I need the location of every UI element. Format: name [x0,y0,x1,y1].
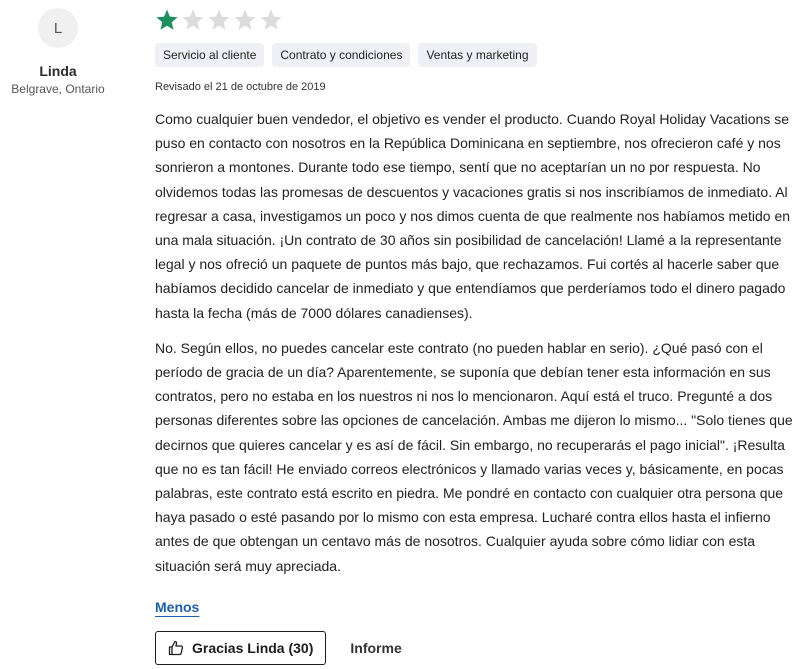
star-filled-icon [155,8,179,32]
star-empty-icon [259,8,283,32]
helpful-button-label: Gracias Linda (30) [192,639,314,656]
review-body [155,107,795,578]
reviewer-location: Belgrave, Ontario [11,82,105,96]
star-empty-icon [207,8,231,32]
reviewer-initial: L [53,19,63,37]
helpful-button[interactable] [155,631,326,665]
review-paragraph-2: No. Según ellos, no puedes cancelar este contrato (no pueden hablar en serio). ¿Qué pasó con el período de gracia de un día? Aparentemente, se suponía que debían tener esta información en sus contratos, pero no estaba en los nuestros ni nos lo mencionaron. Aquí está el truco. Pregunté a dos personas diferentes sobre las opciones de cancelación. Ambas me dijeron lo mismo... "Solo tienes que decirnos que quieres cancelar y es así de fácil. Sin embargo, no recuperarás el pago inicial". ¡Resulta que no es tan fácil! He enviado correos electrónicos y llamado varias veces y, básicamente, en pocas palabras, este contrato está escrito en piedra. Me pondré en contacto con cualquier otra persona que haya pasado o esté pasando por lo mismo con esta empresa. Lucharé contra ellos hasta el infierno antes de que obtengan un centavo más de nosotros. Cualquier ayuda sobre cómo lidiar con esta situación será muy apreciada. [155,339,793,574]
tag-customer-service[interactable]: Servicio al cliente [155,43,264,67]
tag-contract-conditions[interactable]: Contrato y condiciones [272,43,410,67]
tag-sales-marketing[interactable]: Ventas y marketing [418,43,536,67]
show-less-link[interactable]: Menos [155,598,200,615]
reviewer-avatar [38,8,78,48]
star-empty-icon [181,8,205,32]
thumbs-up-icon [168,640,184,656]
star-empty-icon [233,8,257,32]
review-actions [155,631,795,665]
reviewer-name: Linda [39,63,77,79]
star-rating [155,8,795,32]
review-date: Revisado el 21 de octubre de 2019 [155,81,326,93]
review-tags [155,43,795,67]
review-card [155,8,795,665]
review-paragraph-1: Como cualquier buen vendedor, el objetivo es vender el producto. Cuando Royal Holiday Vacations se puso en contacto con nosotros en la República Dominicana en septiembre, nos ofrecieron café y nos sonrieron a montones. Durante todo ese tiempo, sentí que no aceptarían un no por respuesta. No olvidemos todas las promesas de descuentos y vacaciones gratis si nos inscribíamos de inmediato. Al regresar a casa, investigamos un poco y nos dimos cuenta de que realmente nos habíamos metido en una mala situación. ¡Un contrato de 30 años sin posibilidad de cancelación! Llamé a la representante legal y nos ofreció un paquete de puntos más bajo, que rechazamos. Fui cortés al hacerle saber que habíamos decidido cancelar de inmediato y que entendíamos que perderíamos todo el dinero pagado hasta la fecha (más de 7000 dólares canadienses). [155,111,791,321]
report-link[interactable]: Informe [350,639,402,656]
